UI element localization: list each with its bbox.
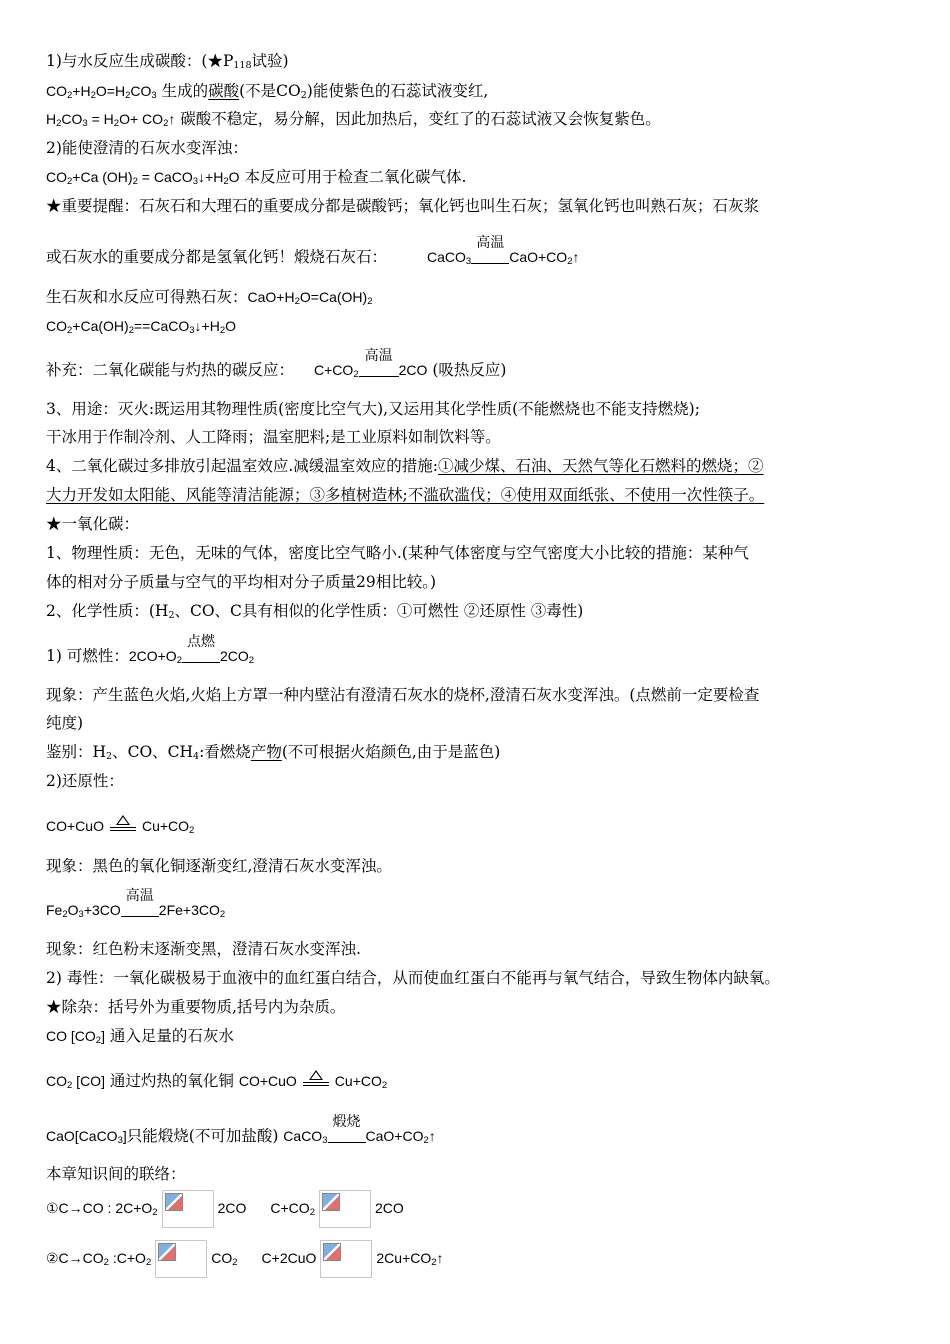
heat-triangle-icon: [303, 1072, 329, 1092]
equation-line: ①C→CO : $2C+O_2$ 2CO $C+CO_2$ 2CO: [46, 1190, 404, 1228]
equation-line: $H_2CO_3 = H_2O+$ $CO_2↑$ 碳酸不稳定，易分解，因此加热后，变红了的石蕊试液又会恢复紫色。: [46, 110, 661, 129]
text-line: ★除杂：括号外为重要物质,括号内为杂质。: [46, 998, 346, 1016]
text-line: 本章知识间的联络：: [46, 1165, 186, 1183]
broken-image-icon: [319, 1190, 371, 1228]
text-line: 鉴别：$H_2$、CO、$CH_4$:看燃烧产物(不可根据火焰颜色,由于是蓝色): [46, 743, 501, 762]
text-line: 1、物理性质：无色，无味的气体，密度比空气略小.(某种气体密度与空气密度大小比较的措施：某种气: [46, 544, 749, 562]
text-line: ★重要提醒：石灰石和大理石的重要成分都是碳酸钙；氧化钙也叫生石灰；氢氧化钙也叫熟石灰；石灰浆: [46, 197, 760, 215]
equation-line: 1) 可燃性：$2CO+O_2$ 点燃 $2CO_2$: [46, 633, 255, 666]
broken-image-icon: [320, 1240, 372, 1278]
text-line: 大力开发如太阳能、风能等清洁能源；③多植树造林;不滥砍滥伐；④使用双面纸张、不使用一次性筷子。: [46, 486, 765, 504]
broken-image-icon: [155, 1240, 207, 1278]
text-line: 现象：黑色的氧化铜逐渐变红,澄清石灰水变浑浊。: [46, 857, 392, 875]
equation-line: $CO_2+H_2O=H_2CO_3$ 生成的碳酸(不是$CO_2$)能使紫色的石蕊试液变红,: [46, 82, 489, 101]
equation-line: $②C\to CO_2$ $:C+O_2$ $CO_2$ C+2CuO $2Cu+CO_2↑$: [46, 1240, 444, 1278]
text-line: 3、用途：灭火:既运用其物理性质(密度比空气大),又运用其化学性质(不能燃烧也不能支持燃烧);: [46, 400, 700, 418]
equation-line: $CO_2+Ca$ $(OH)_2$ = $CaCO_3↓+H_2O$ 本反应可用于检查二氧化碳气体.: [46, 168, 467, 187]
text-line: 2)能使澄清的石灰水变浑浊：: [46, 139, 248, 157]
text-line: 2) 毒性：一氧化碳极易于血液中的血红蛋白结合，从而使血红蛋白不能再与氧气结合，导致生物体内缺氧。: [46, 969, 780, 987]
equation-line: $CO_2$ [CO] 通过灼热的氧化铜 CO+CuO $Cu+CO_2$: [46, 1072, 388, 1091]
text-line: 现象：红色粉末逐渐变黑，澄清石灰水变浑浊.: [46, 940, 361, 958]
text-line: 4、二氧化碳过多排放引起温室效应.减缓温室效应的措施:①减少煤、石油、天然气等化石燃料的燃烧；②: [46, 457, 764, 475]
equation-line: $CO_2+Ca(OH)_2==CaCO_3↓+H_2O$: [46, 318, 237, 336]
equation-line: CO $[CO_2]$ 通入足量的石灰水: [46, 1027, 234, 1046]
text-line: 干冰用于作制冷剂、人工降雨；温室肥料;是工业原料如制饮料等。: [46, 428, 501, 446]
equation-line: 生石灰和水反应可得熟石灰：$CaO+H_2O=Ca(OH)_2$: [46, 288, 373, 307]
text-line: 2、化学性质：($H_2$、CO、C具有相似的化学性质：①可燃性 ②还原性 ③毒性): [46, 602, 584, 621]
equation-line: CO+CuO $Cu+CO_2$: [46, 815, 194, 837]
heat-triangle-icon: [110, 817, 136, 837]
text-line: 体的相对分子质量与空气的平均相对分子质量29相比较。): [46, 573, 437, 591]
text-line: 2)还原性：: [46, 772, 124, 790]
equation-line: 补充：二氧化碳能与灼热的碳反应： $C+CO_2$ 高温 2CO (吸热反应): [46, 347, 507, 380]
equation-line: $Fe_2O_3+3CO$ 高温 $2Fe+3CO_2$: [46, 887, 226, 920]
section-heading: ★一氧化碳：: [46, 515, 140, 533]
text-line: 现象：产生蓝色火焰,火焰上方罩一种内壁沾有澄清石灰水的烧杯,澄清石灰水变浑浊。(点燃前一定要检查: [46, 686, 760, 704]
text-line: 纯度): [46, 714, 84, 732]
text-line: 1)与水反应生成碳酸：($★P_{118}$试验): [46, 52, 289, 71]
equation-line: 或石灰水的重要成分都是氢氧化钙！煅烧石灰石： CaCO$_3$ 高温 $CaO+CO_2↑$: [46, 234, 580, 267]
equation-line: CaO[CaCO$_3$]只能煅烧(不可加盐酸) CaCO$_3$ 煅烧 $CaO+CO_2↑$: [46, 1113, 436, 1146]
broken-image-icon: [162, 1190, 214, 1228]
